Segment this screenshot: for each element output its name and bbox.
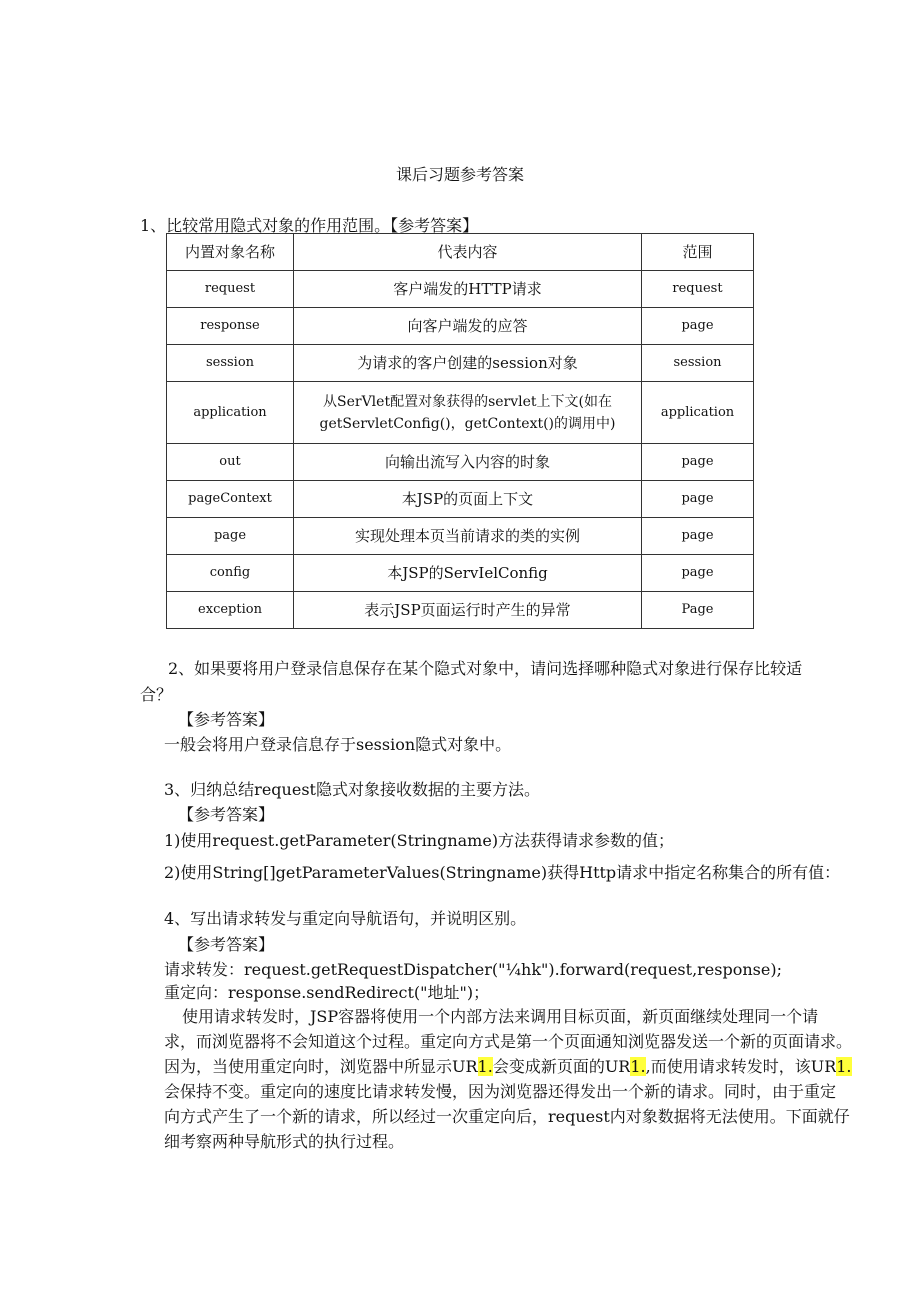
table-row: [167, 481, 754, 518]
table-row: [167, 271, 754, 308]
cell-name: application: [167, 382, 294, 444]
highlighted-text: 1.: [630, 1057, 646, 1076]
cell-desc: 向客户端发的应答: [294, 308, 642, 345]
question-4: 4、写出请求转发与重定向导航语句，并说明区别。: [164, 909, 527, 928]
question-4-answer-label: 【参考答案】: [178, 935, 275, 954]
cell-name: exception: [167, 592, 294, 629]
paragraph-line: [164, 1054, 852, 1077]
cell-scope: Page: [642, 592, 754, 629]
question-1: 1、比较常用隐式对象的作用范围。【参考答案】: [140, 216, 479, 235]
cell-scope: page: [642, 518, 754, 555]
cell-desc: 实现处理本页当前请求的类的实例: [294, 518, 642, 555]
paragraph-line: 会保持不变。重定向的速度比请求转发慢，因为浏览器还得发出一个新的请求。同时，由于重定: [164, 1082, 837, 1101]
redirect-statement: 重定向：response.sendRedirect("地址")；: [164, 983, 490, 1002]
cell-desc: 本JSP的ServIelConfig: [294, 555, 642, 592]
forward-statement: 请求转发：request.getRequestDispatcher("¼hk").forward(request,response);: [164, 960, 782, 979]
header-name: 内置对象名称: [167, 234, 294, 271]
cell-scope: page: [642, 555, 754, 592]
implicit-objects-table: [166, 233, 754, 629]
table-header-row: [167, 234, 754, 271]
paragraph-line: 细考察两种导航形式的执行过程。: [164, 1132, 405, 1151]
paragraph-line: 向方式产生了一个新的请求，所以经过一次重定向后，request内对象数据将无法使用。下面就仔: [164, 1107, 850, 1126]
table-row: [167, 382, 754, 444]
question-2-line-2: 合？: [140, 685, 173, 704]
paragraph-text: ,而使用请求转发时，该UR: [645, 1057, 837, 1076]
cell-name: session: [167, 345, 294, 382]
header-scope: 范围: [642, 234, 754, 271]
cell-desc-line: 从SerVlet配置对象获得的servlet上下文(如在: [323, 393, 612, 410]
question-3-item-2: 2)使用String[]getParameterValues(Stringname)获得Http请求中指定名称集合的所有值：: [164, 863, 841, 882]
question-3: 3、归纳总结request隐式对象接收数据的主要方法。: [164, 780, 540, 799]
cell-desc: 表示JSP页面运行时产生的异常: [294, 592, 642, 629]
cell-desc: 客户端发的HTTP请求: [294, 271, 642, 308]
highlighted-text: 1.: [477, 1057, 493, 1076]
cell-scope: page: [642, 444, 754, 481]
cell-name: pageContext: [167, 481, 294, 518]
table-row: [167, 555, 754, 592]
paragraph-line: 求，而浏览器将不会知道这个过程。重定向方式是第一个页面通知浏览器发送一个新的页面请求。: [164, 1032, 853, 1051]
question-3-answer-label: 【参考答案】: [178, 805, 275, 824]
cell-name: out: [167, 444, 294, 481]
cell-name: page: [167, 518, 294, 555]
document-title: 课后习题参考答案: [395, 165, 524, 184]
cell-scope: request: [642, 271, 754, 308]
cell-name: config: [167, 555, 294, 592]
cell-desc: 本JSP的页面上下文: [294, 481, 642, 518]
cell-scope: page: [642, 481, 754, 518]
question-2-line-1: 2、如果要将用户登录信息保存在某个隐式对象中，请问选择哪种隐式对象进行保存比较适: [168, 659, 803, 678]
cell-desc: 为请求的客户创建的session对象: [294, 345, 642, 382]
question-2-answer-label: 【参考答案】: [178, 710, 275, 729]
cell-desc-line: getServletConfig()，getContext()的调用中): [319, 415, 616, 432]
question-2-answer: 一般会将用户登录信息存于session隐式对象中。: [164, 735, 512, 754]
header-desc: 代表内容: [294, 234, 642, 271]
table-row: [167, 444, 754, 481]
cell-name: request: [167, 271, 294, 308]
cell-name: response: [167, 308, 294, 345]
table-row: [167, 592, 754, 629]
question-3-item-1: 1)使用request.getParameter(Stringname)方法获得请求参数的值；: [164, 831, 675, 850]
paragraph-text: 因为，当使用重定向时，浏览器中所显示UR: [164, 1057, 478, 1076]
cell-desc: [294, 382, 642, 444]
paragraph-text: 会变成新页面的UR: [492, 1057, 631, 1076]
paragraph-line: 使用请求转发时，JSP容器将使用一个内部方法来调用目标页面，新页面继续处理同一个请: [182, 1007, 819, 1026]
table-row: [167, 308, 754, 345]
table-row: [167, 345, 754, 382]
table-row: [167, 518, 754, 555]
cell-desc: 向输出流写入内容的时象: [294, 444, 642, 481]
highlighted-text: 1.: [836, 1057, 852, 1076]
cell-scope: application: [642, 382, 754, 444]
cell-scope: session: [642, 345, 754, 382]
cell-scope: page: [642, 308, 754, 345]
